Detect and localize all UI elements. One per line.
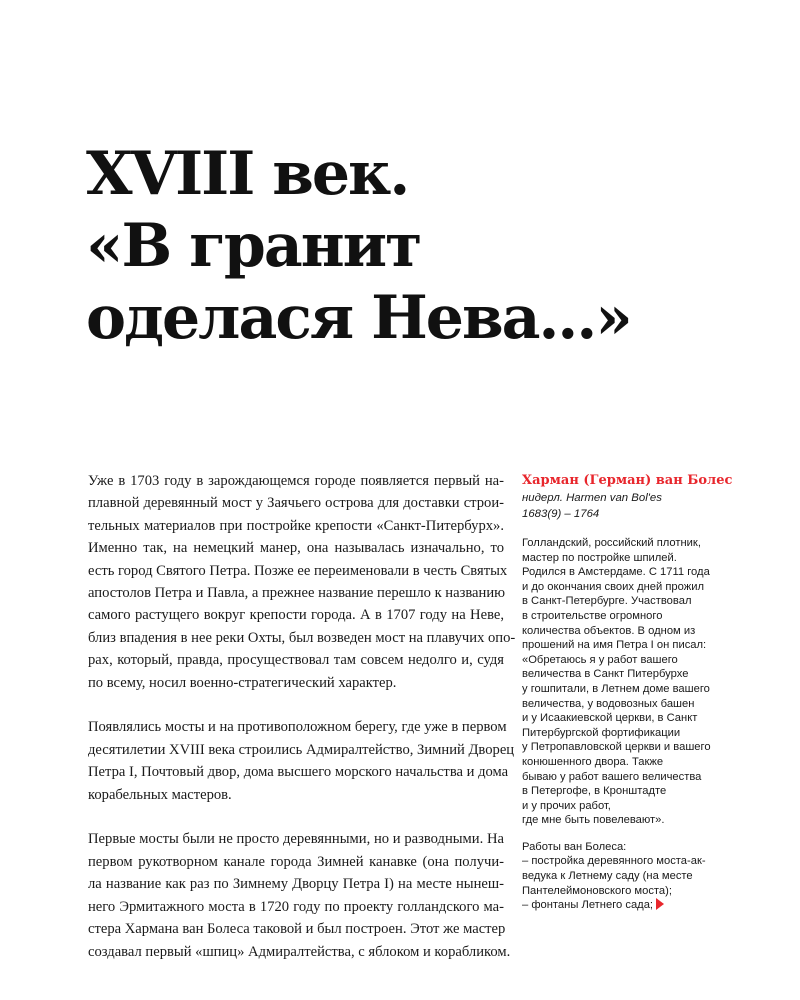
text-line: близ впадения в нее реки Охты, был возведен мост на плавучих опо- xyxy=(88,629,516,646)
bio-line: мастер по постройке шпилей. xyxy=(522,551,677,564)
bio-line: в Петергофе, в Кронштадте xyxy=(522,785,667,798)
text-line: него Эрмитажного моста в 1720 году по проекту голландского ма- xyxy=(88,898,504,915)
bio-line: и у прочих работ, xyxy=(522,799,611,812)
text-line: тельных материалов при постройке крепости «Санкт-Питербурх». xyxy=(88,517,504,534)
person-life-dates: 1683(9) – 1764 xyxy=(522,508,600,520)
bio-line: и у Исаакиевской церкви, в Санкт xyxy=(522,712,698,725)
works-line: Пантелеймоновского моста); xyxy=(522,884,672,897)
bio-line: в строительстве огромного xyxy=(522,609,663,622)
text-line: корабельных мастеров. xyxy=(88,786,232,803)
bio-line: конюшенного двора. Также xyxy=(522,755,664,768)
text-line: плавной деревянный мост у Заячьего острова для доставки строи- xyxy=(88,495,504,512)
bio-line: где мне быть повелевают». xyxy=(522,814,665,827)
works-line: Работы ван Болеса: xyxy=(522,840,627,853)
bio-line: величества, у водовозных башен xyxy=(522,697,695,710)
bio-line: у гошпитали, в Летнем доме вашего xyxy=(522,682,710,695)
works-line-last xyxy=(522,898,732,913)
bio-line: у Петропавловской церкви и вашего xyxy=(522,741,711,754)
text-line: по всему, носил военно-стратегический характер. xyxy=(88,674,397,691)
bio-line: бываю у работ вашего величества xyxy=(522,770,702,783)
text-line: первом рукотворном канале города Зимней канавке (она получи- xyxy=(88,853,504,870)
text-line: Появлялись мосты и на противоположном берегу, где уже в первом xyxy=(88,719,507,736)
text-line: есть город Святого Петра. Позже ее переименовали в честь Святых xyxy=(88,562,508,579)
paragraph xyxy=(88,470,516,694)
biography-text xyxy=(522,536,732,828)
bio-line: «Обретаюсь я у работ вашего xyxy=(522,653,678,666)
works-list xyxy=(522,840,732,913)
bio-line: Питербургской фортификации xyxy=(522,726,681,739)
text-line: ла название как раз по Зимнему Дворцу Петра I) на месте нынеш- xyxy=(88,876,504,893)
text-line: самого растущего вокруг крепости города. А в 1707 году на Неве, xyxy=(88,607,504,624)
text-line: десятилетии XVIII века строились Адмиралтейство, Зимний Дворец xyxy=(88,741,515,758)
works-line: – фонтаны Летнего сада; xyxy=(522,899,654,912)
paragraph xyxy=(88,716,515,806)
title-line: оделася Нева...» xyxy=(86,283,631,353)
works-line: – постройка деревянного моста-ак- xyxy=(522,855,706,868)
title-line: XVIII век. xyxy=(86,139,409,209)
bio-line: величества в Санкт Питербурхе xyxy=(522,668,689,681)
bio-line: Голландский, российский плотник, xyxy=(522,537,701,549)
works-line: ведука к Летнему саду (на месте xyxy=(522,870,693,883)
person-original-name: нидерл. Harmen van Bol'es xyxy=(522,492,662,504)
text-line: Именно так, на немецкий манер, она называлась изначально, то xyxy=(88,540,504,557)
text-line: Петра I, Почтовый двор, дома высшего морского начальства и дома xyxy=(88,764,509,781)
bio-line: и до окончания своих дней прожил xyxy=(522,580,705,593)
arrow-right-icon[interactable] xyxy=(656,898,664,910)
text-line: Уже в 1703 году в зарождающемся городе появляется первый на- xyxy=(88,473,504,489)
text-line: Первые мосты были не просто деревянными, но и разводными. На xyxy=(88,831,504,848)
text-line: апостолов Петра и Павла, а прежнее название перешло к названию xyxy=(88,585,506,602)
bio-line: количества объектов. В одном из xyxy=(522,624,696,637)
biography-sidebar xyxy=(522,472,732,913)
text-line: создавал первый «шпиц» Адмиралтейства, с яблоком и корабликом. xyxy=(88,943,511,960)
title-line: «В гранит xyxy=(86,211,421,281)
bio-line: прошений на имя Петра I он писал: xyxy=(522,639,707,652)
main-text-column xyxy=(88,470,516,985)
text-line: стера Хармана ван Болеса таковой и был построен. Этот же мастер xyxy=(88,921,506,938)
paragraph xyxy=(88,828,511,962)
page-title xyxy=(86,138,726,354)
person-name: Харман (Герман) ван Болес xyxy=(522,473,733,488)
bio-line: в Санкт-Петербурге. Участвовал xyxy=(522,595,692,608)
bio-line: Родился в Амстердаме. С 1711 года xyxy=(522,566,710,579)
text-line: рах, который, правда, просуществовал там совсем недолго и, судя xyxy=(88,652,504,669)
